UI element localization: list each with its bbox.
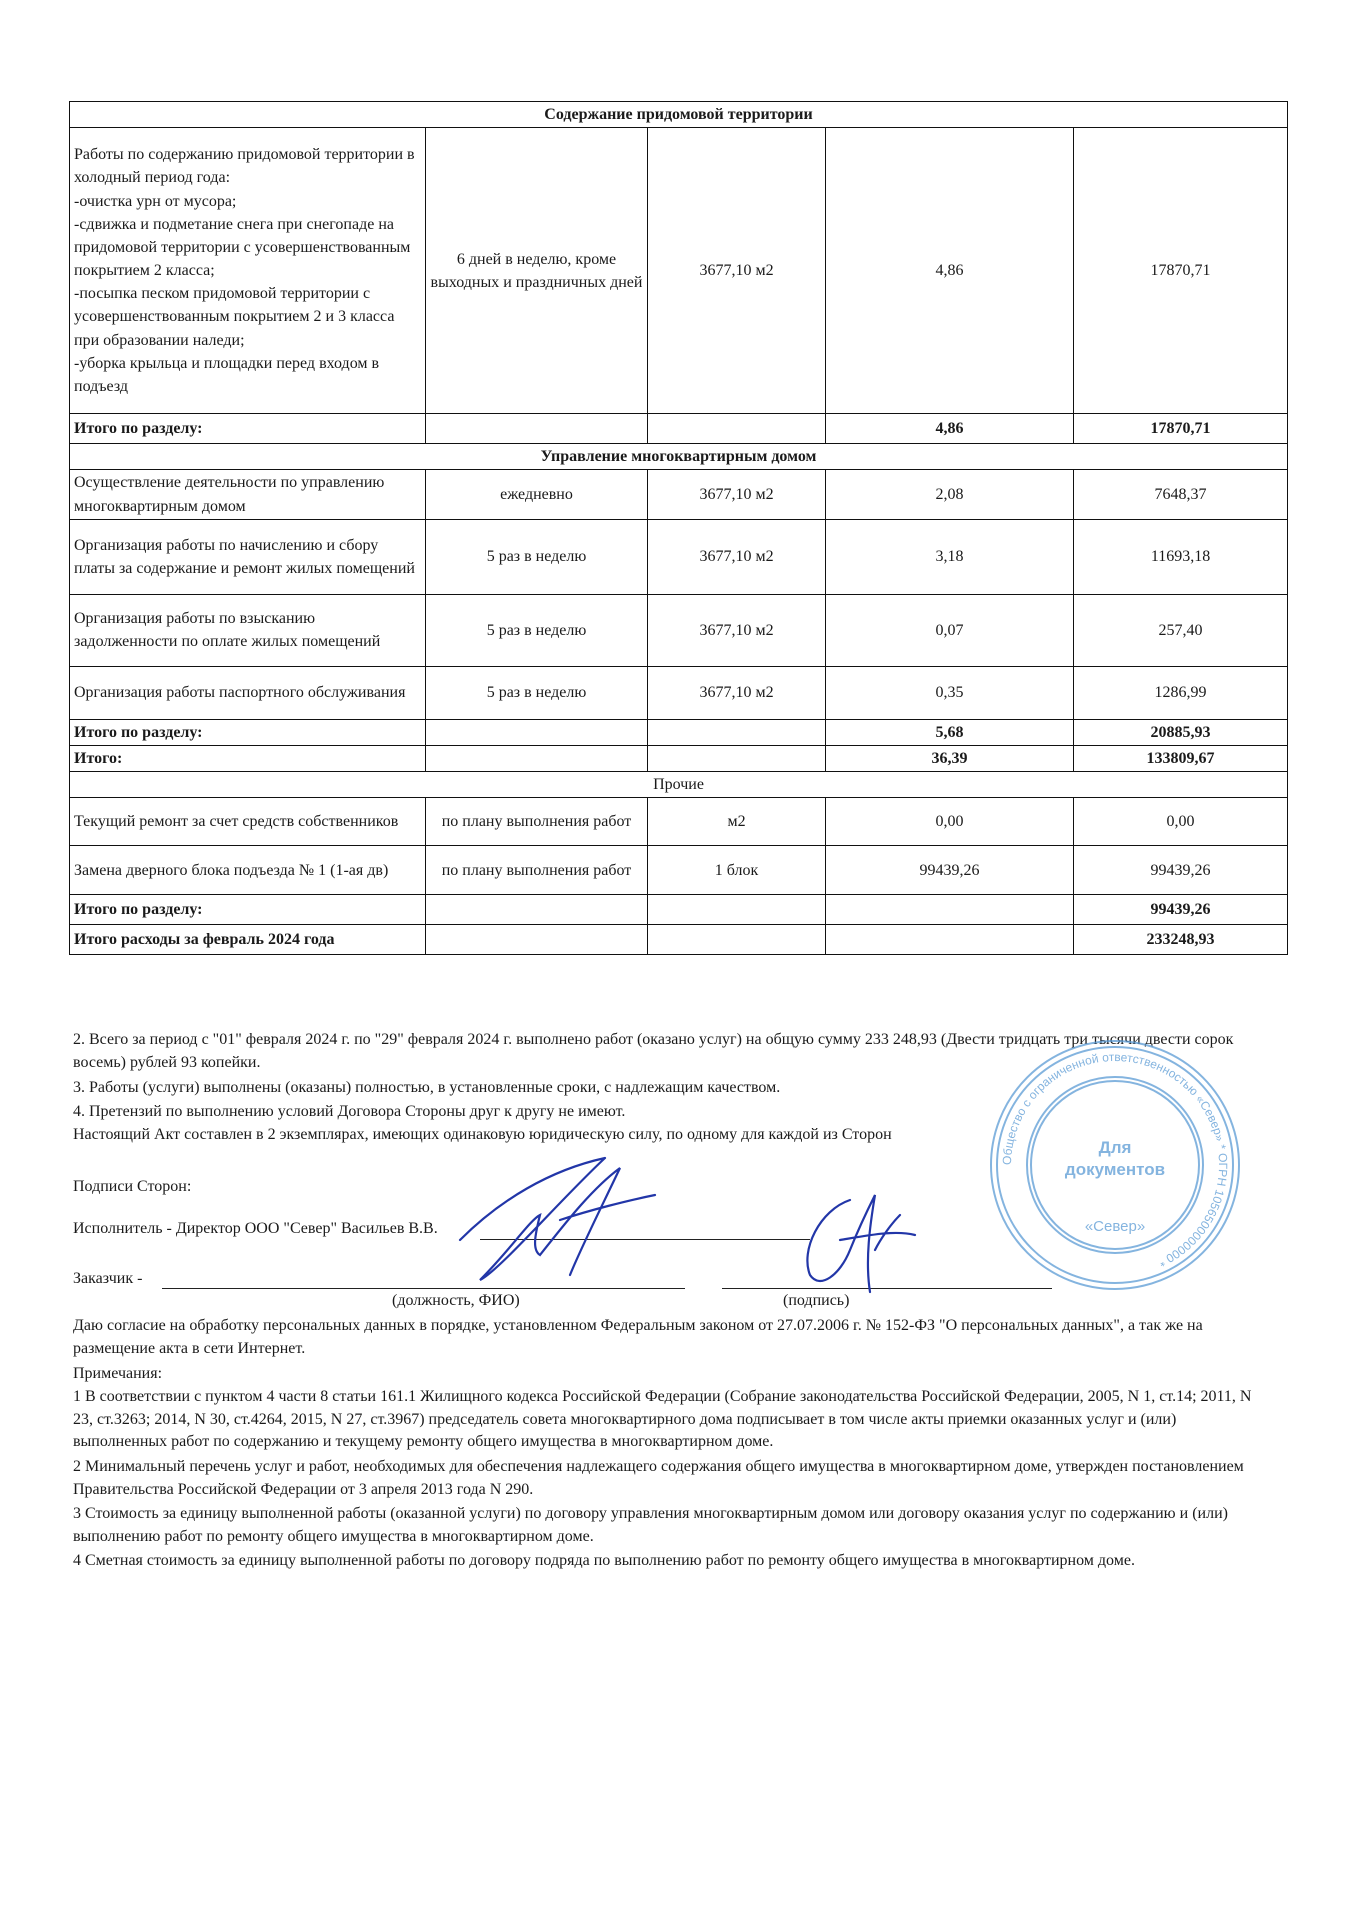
work-cell: Работы по содержанию придомовой территории в холодный период года: -очистка урн от мусора; -сдвижка и подметание снега при снегопаде на придомовой территории с усовершенствованным покрытием 2 класса; -посыпка песком придомовой территории с усовершенствованным покрытием 2 и 3 класса при образовании наледи; -уборка крыльца и площадки перед входом в подъезд xyxy=(70,128,426,414)
rate-cell: 0,35 xyxy=(826,666,1074,719)
paragraph-copies: Настоящий Акт составлен в 2 экземплярах, имеющих одинаковую юридическую силу, по одному для каждой из Сторон xyxy=(73,1126,892,1143)
sign-caption: (подпись) xyxy=(783,1292,850,1309)
notes-title: Примечания: xyxy=(73,1365,163,1382)
frequency-cell: 5 раз в неделю xyxy=(426,666,648,719)
note-1: 1 В соответствии с пунктом 4 части 8 статьи 161.1 Жилищного кодекса Российской Федерации (Собрание законодательства Российской Федерации, 2005, N 1, ст.14; 2011, N 23, ст.3263; 2014, N 30, ст.4264, 2015, N 27, ст.3967) председатель совета многоквартирного дома подписывает в том числе акты приемки оказанных услуг и (или) выполненных работ по содержанию и текущему ремонту общего имущества в многоквартирном доме. xyxy=(73,1388,1252,1450)
stamp-ring-text: Общество с ограниченной ответственностью «Север» * ОГРН 1056500000000 * xyxy=(999,1049,1231,1270)
rate-cell: 4,86 xyxy=(826,128,1074,414)
grand-total-label: Итого расходы за февраль 2024 года xyxy=(70,925,426,955)
subtotal-sum: 17870,71 xyxy=(1074,414,1288,444)
sum-cell: 1286,99 xyxy=(1074,666,1288,719)
sum-cell: 11693,18 xyxy=(1074,519,1288,594)
area-cell: 3677,10 м2 xyxy=(648,666,826,719)
subtotal-label: Итого по разделу: xyxy=(70,719,426,745)
table-row xyxy=(70,470,1288,519)
total-label: Итого: xyxy=(70,745,426,771)
area-cell: м2 xyxy=(648,798,826,846)
total-sum: 133809,67 xyxy=(1074,745,1288,771)
section-title: Содержание придомовой территории xyxy=(70,102,1288,128)
work-cell: Текущий ремонт за счет средств собственников xyxy=(70,798,426,846)
paragraph-quality: 3. Работы (услуги) выполнены (оказаны) полностью, в установленные сроки, с надлежащим качеством. xyxy=(73,1079,781,1096)
position-caption: (должность, ФИО) xyxy=(392,1292,520,1309)
frequency-cell: по плану выполнения работ xyxy=(426,798,648,846)
table-row xyxy=(70,666,1288,719)
area-cell: 3677,10 м2 xyxy=(648,594,826,666)
section-title: Управление многоквартирным домом xyxy=(70,444,1288,470)
total-rate: 36,39 xyxy=(826,745,1074,771)
area-cell: 1 блок xyxy=(648,846,826,895)
frequency-cell: 5 раз в неделю xyxy=(426,594,648,666)
section-title: Прочие xyxy=(70,772,1288,798)
sum-cell: 7648,37 xyxy=(1074,470,1288,519)
company-stamp xyxy=(985,1035,1245,1295)
subtotal-row xyxy=(70,719,1288,745)
signatures-heading: Подписи Сторон: xyxy=(73,1178,192,1195)
sum-cell: 0,00 xyxy=(1074,798,1288,846)
stamp-center-line2: документов xyxy=(1064,1160,1166,1179)
rate-cell: 3,18 xyxy=(826,519,1074,594)
subtotal-row xyxy=(70,414,1288,444)
subtotal-rate: 4,86 xyxy=(826,414,1074,444)
paragraph-total: 2. Всего за период с "01" февраля 2024 г. по "29" февраля 2024 г. выполнено работ (оказано услуг) на общую сумму 233 248,93 (Двести тридцать три тысячи двести сорок восемь) рублей 93 копейки. xyxy=(73,1031,1234,1071)
grand-total-sum: 233248,93 xyxy=(1074,925,1288,955)
customer-label: Заказчик - xyxy=(73,1270,143,1287)
subtotal-label: Итого по разделу: xyxy=(70,414,426,444)
grand-total-row xyxy=(70,925,1288,955)
rate-cell: 0,07 xyxy=(826,594,1074,666)
table-row xyxy=(70,128,1288,414)
stamp-center-line1: Для xyxy=(1098,1138,1132,1157)
subtotal-sum: 99439,26 xyxy=(1074,895,1288,925)
rate-cell: 2,08 xyxy=(826,470,1074,519)
works-table xyxy=(69,101,1288,955)
sum-cell: 99439,26 xyxy=(1074,846,1288,895)
area-cell: 3677,10 м2 xyxy=(648,519,826,594)
table-row xyxy=(70,519,1288,594)
rate-cell: 0,00 xyxy=(826,798,1074,846)
area-cell: 3677,10 м2 xyxy=(648,470,826,519)
work-cell: Осуществление деятельности по управлению многоквартирным домом xyxy=(70,470,426,519)
executor-signature xyxy=(440,1140,680,1290)
stamp-name: «Север» xyxy=(1084,1218,1146,1235)
sum-cell: 17870,71 xyxy=(1074,128,1288,414)
frequency-cell: 6 дней в неделю, кроме выходных и праздничных дней xyxy=(426,128,648,414)
note-4: 4 Сметная стоимость за единицу выполненной работы по договору подряда по выполнению работ по ремонту общего имущества в многоквартирном доме. xyxy=(73,1552,1135,1569)
subtotal-sum: 20885,93 xyxy=(1074,719,1288,745)
frequency-cell: по плану выполнения работ xyxy=(426,846,648,895)
paragraph-claims: 4. Претензий по выполнению условий Договора Стороны друг к другу не имеют. xyxy=(73,1103,626,1120)
rate-cell: 99439,26 xyxy=(826,846,1074,895)
table-row xyxy=(70,846,1288,895)
subtotal-row xyxy=(70,895,1288,925)
area-cell: 3677,10 м2 xyxy=(648,128,826,414)
note-2: 2 Минимальный перечень услуг и работ, необходимых для обеспечения надлежащего содержания общего имущества в многоквартирном доме, утвержден постановлением Правительства Российской Федерации от 3 апреля 2013 года N 290. xyxy=(73,1458,1244,1498)
consent-text: Даю согласие на обработку персональных данных в порядке, установленном Федеральным законом от 27.07.2006 г. № 152-ФЗ "О персональных данных", а так же на размещение акта в сети Интернет. xyxy=(73,1317,1203,1357)
subtotal-rate: 5,68 xyxy=(826,719,1074,745)
work-cell: Организация работы паспортного обслуживания xyxy=(70,666,426,719)
executor-line: Исполнитель - Директор ООО "Север" Васильев В.В. xyxy=(73,1220,438,1237)
work-cell: Замена дверного блока подъезда № 1 (1-ая дв) xyxy=(70,846,426,895)
total-row xyxy=(70,745,1288,771)
subtotal-label: Итого по разделу: xyxy=(70,895,426,925)
table-row xyxy=(70,594,1288,666)
table-row xyxy=(70,798,1288,846)
note-3: 3 Стоимость за единицу выполненной работы (оказанной услуги) по договору управления многоквартирным домом или договору оказания услуг по содержанию и (или) выполнению работ по ремонту общего имущества в многоквартирном доме. xyxy=(73,1505,1228,1545)
work-cell: Организация работы по взысканию задолженности по оплате жилых помещений xyxy=(70,594,426,666)
customer-signature xyxy=(780,1180,930,1310)
frequency-cell: ежедневно xyxy=(426,470,648,519)
sum-cell: 257,40 xyxy=(1074,594,1288,666)
work-cell: Организация работы по начислению и сбору платы за содержание и ремонт жилых помещений xyxy=(70,519,426,594)
frequency-cell: 5 раз в неделю xyxy=(426,519,648,594)
